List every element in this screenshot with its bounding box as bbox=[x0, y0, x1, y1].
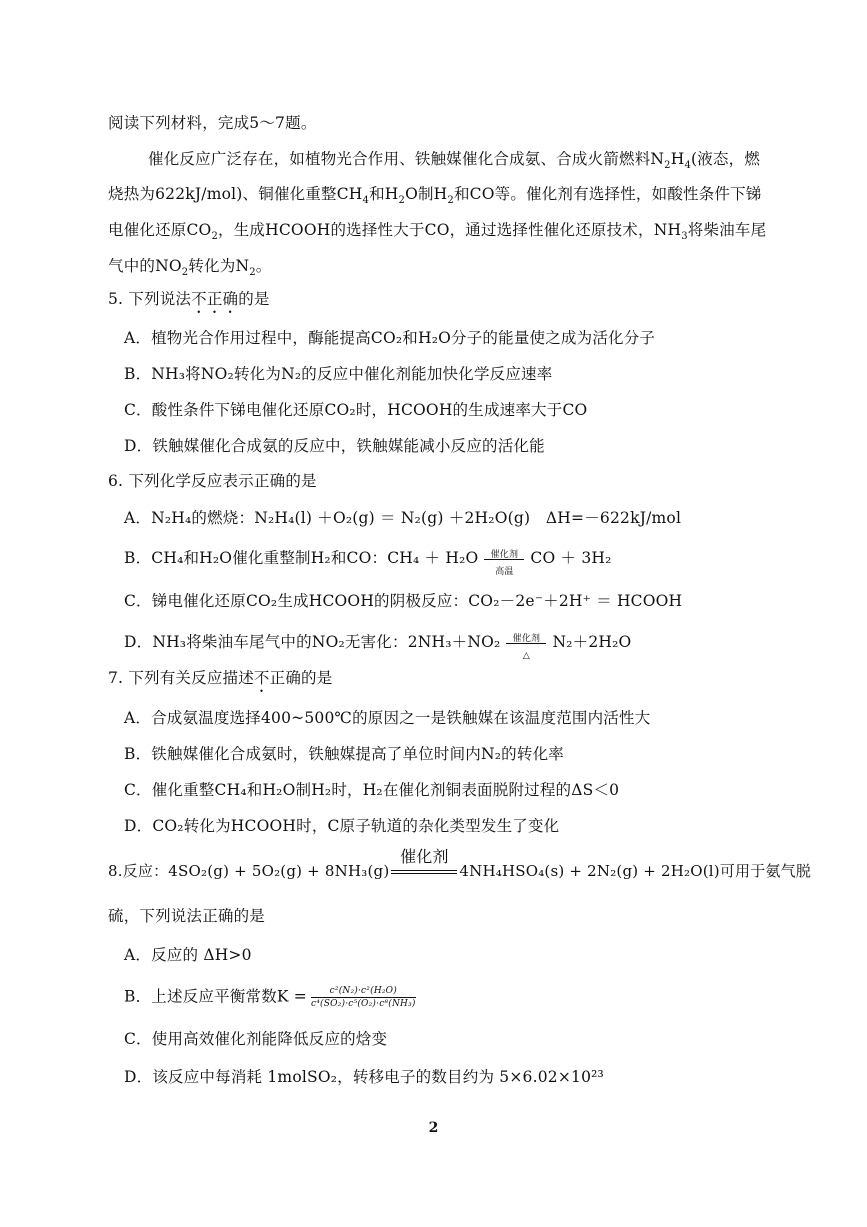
q5-option-b: B．NH₃将NO₂转化为N₂的反应中催化剂能加快化学反应速率 bbox=[124, 365, 553, 383]
q8-option-c: C．使用高效催化剂能降低反应的焓变 bbox=[124, 1030, 388, 1048]
q7-stem: 7. 下列有关反应描述不正确的是 bbox=[108, 669, 333, 687]
q7-option-a: A．合成氨温度选择400~500℃的原因之一是铁触媒在该温度范围内活性大 bbox=[124, 709, 651, 727]
q6-stem: 6. 下列化学反应表示正确的是 bbox=[108, 472, 317, 490]
page-number: 2 bbox=[428, 1120, 439, 1136]
q8-stem-continued: 硫，下列说法正确的是 bbox=[108, 907, 266, 925]
q7-option-b: B．铁触媒催化合成氨时，铁触媒提高了单位时间内N₂的转化率 bbox=[124, 745, 564, 763]
material-line-3: 电催化还原$CO_2$，生成HCOOH的选择性大于CO，通过选择性催化还原技术，$NH_3$将柴油车尾 bbox=[108, 221, 767, 243]
q8-option-b: B．上述反应平衡常数K = $\frac{\text{c²(N₂)·c²(H₂O)}}{\text{c⁴(SO₂)·c⁵(O₂)·c⁸(NH₃)}}$ bbox=[124, 986, 416, 1009]
q6-option-d: D．NH₃将柴油车尾气中的NO₂无害化：2NH₃＋NO₂ 催化剂 △ N₂＋2H₂O bbox=[124, 633, 632, 661]
reaction-condition-arrow: 催化剂 高温 bbox=[484, 548, 524, 570]
q5-option-c: C．酸性条件下锑电催化还原CO₂时，HCOOH的生成速率大于CO bbox=[124, 401, 588, 419]
reaction-condition-arrow: 催化剂 △ bbox=[506, 632, 546, 654]
intro-line: 阅读下列材料，完成5～7题。 bbox=[108, 114, 317, 132]
q8-stem: 8.反应：4SO₂(g) + 5O₂(g) + 8NH₃(g) 催化剂 4NH₄HSO₄(s) + 2N₂(g) + 2H₂O(l)可用于氨气脱 bbox=[108, 858, 797, 886]
material-line-1: 催化反应广泛存在，如植物光合作用、铁触媒催化合成氨、合成火箭燃料$N_2H_4$(液态，燃 bbox=[148, 150, 761, 172]
equilibrium-arrow: 催化剂 bbox=[391, 858, 457, 886]
q6-option-a: A．N₂H₄的燃烧：N₂H₄(l) ＋O₂(g) ＝ N₂(g) ＋2H₂O(g) ΔH=－622kJ/mol bbox=[124, 509, 682, 527]
material-line-4: 气中的$NO_2$转化为$N_2$。 bbox=[108, 257, 272, 279]
q7-option-d: D．CO₂转化为HCOOH时，C原子轨道的杂化类型发生了变化 bbox=[124, 817, 560, 835]
q5-stem: 5. 下列说法不正确的是 bbox=[108, 290, 270, 308]
q5-option-d: D．铁触媒催化合成氨的反应中，铁触媒能减小反应的活化能 bbox=[124, 437, 545, 455]
q5-option-a: A．植物光合作用过程中，酶能提高CO₂和H₂O分子的能量使之成为活化分子 bbox=[124, 329, 656, 347]
q6-option-c: C．锑电催化还原CO₂生成HCOOH的阴极反应：CO₂－2e⁻＋2H⁺ ＝ HCOOH bbox=[124, 592, 683, 610]
material-line-2: 烧热为622kJ/mol)、铜催化重整$CH_4$和$H_2O$制$H_2$和CO等。催化剂有选择性，如酸性条件下锑 bbox=[108, 185, 762, 207]
q7-option-c: C．催化重整CH₄和H₂O制H₂时，H₂在催化剂铜表面脱附过程的ΔS＜0 bbox=[124, 781, 620, 799]
q6-option-b: B．CH₄和H₂O催化重整制H₂和CO：CH₄ ＋ H₂O 催化剂 高温 CO ＋ 3H₂ bbox=[124, 549, 612, 577]
q8-option-a: A．反应的 ΔH>0 bbox=[124, 946, 252, 964]
equilibrium-constant-fraction: $\frac{\text{c²(N₂)·c²(H₂O)}}{\text{c⁴(SO₂)·c⁵(O₂)·c⁸(NH₃)}}$ bbox=[311, 986, 416, 1009]
q8-option-d: D．该反应中每消耗 1molSO₂，转移电子的数目约为 5×6.02×10²³ bbox=[124, 1068, 604, 1086]
